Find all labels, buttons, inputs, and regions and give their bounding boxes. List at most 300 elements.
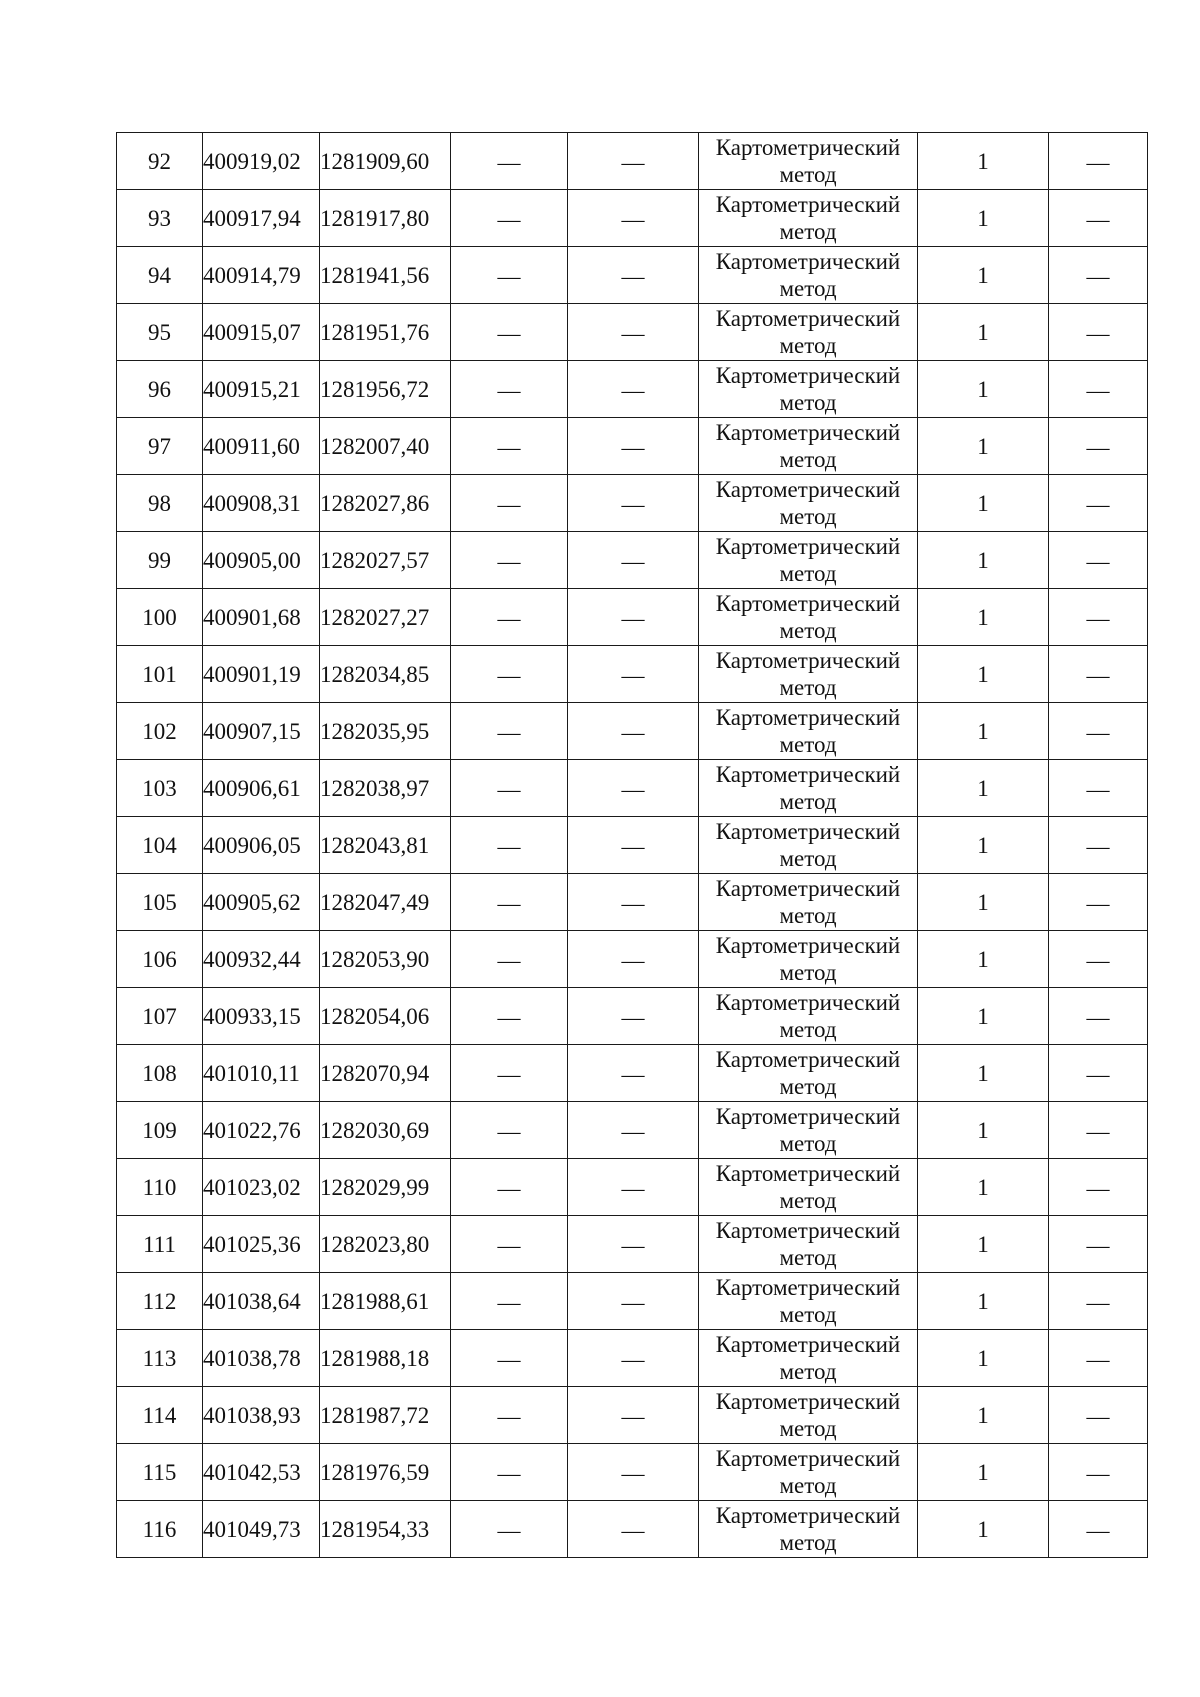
dash-cell-text: — bbox=[497, 434, 521, 460]
x-coordinate-cell: 400901,19 bbox=[203, 646, 320, 703]
dash-cell-text: — bbox=[1086, 605, 1110, 631]
point-number-cell: 99 bbox=[117, 532, 203, 589]
y-coordinate-cell: 1282047,49 bbox=[320, 874, 451, 931]
dash-cell-text: — bbox=[497, 1517, 521, 1543]
dash-cell bbox=[1049, 190, 1148, 247]
method-cell bbox=[699, 532, 918, 589]
y-coordinate-cell: 1282053,90 bbox=[320, 931, 451, 988]
x-coordinate-cell: 400915,07 bbox=[203, 304, 320, 361]
dash-cell-text: — bbox=[497, 1061, 521, 1087]
dash-cell bbox=[1049, 532, 1148, 589]
y-coordinate-cell: 1281976,59 bbox=[320, 1444, 451, 1501]
x-coordinate-cell: 400905,00 bbox=[203, 532, 320, 589]
method-line-2: метод bbox=[779, 1017, 837, 1042]
dash-cell bbox=[451, 247, 568, 304]
dash-cell bbox=[568, 703, 699, 760]
dash-cell-text: — bbox=[1086, 1289, 1110, 1315]
dash-cell bbox=[451, 133, 568, 190]
accuracy-cell: 1 bbox=[918, 418, 1049, 475]
point-number-cell: 103 bbox=[117, 760, 203, 817]
point-number-cell: 97 bbox=[117, 418, 203, 475]
method-line-1: Картометрический bbox=[715, 363, 901, 388]
dash-cell-text: — bbox=[497, 1289, 521, 1315]
x-coordinate-cell: 401023,02 bbox=[203, 1159, 320, 1216]
dash-cell bbox=[1049, 1045, 1148, 1102]
dash-cell bbox=[451, 931, 568, 988]
method-line-2: метод bbox=[779, 1359, 837, 1384]
dash-cell-text: — bbox=[497, 890, 521, 916]
dash-cell-text: — bbox=[497, 1346, 521, 1372]
y-coordinate-cell: 1281954,33 bbox=[320, 1501, 451, 1558]
dash-cell bbox=[451, 1102, 568, 1159]
x-coordinate-cell: 400915,21 bbox=[203, 361, 320, 418]
dash-cell bbox=[568, 1387, 699, 1444]
point-number-cell: 112 bbox=[117, 1273, 203, 1330]
x-coordinate-cell: 400933,15 bbox=[203, 988, 320, 1045]
method-line-2: метод bbox=[779, 390, 837, 415]
x-coordinate-cell: 401038,93 bbox=[203, 1387, 320, 1444]
dash-cell bbox=[568, 1444, 699, 1501]
method-line-1: Картометрический bbox=[715, 306, 901, 331]
dash-cell bbox=[451, 532, 568, 589]
accuracy-cell: 1 bbox=[918, 931, 1049, 988]
method-line-2: метод bbox=[779, 1245, 837, 1270]
accuracy-cell: 1 bbox=[918, 361, 1049, 418]
dash-cell-text: — bbox=[621, 662, 645, 688]
accuracy-cell: 1 bbox=[918, 646, 1049, 703]
dash-cell-text: — bbox=[1086, 947, 1110, 973]
dash-cell bbox=[1049, 931, 1148, 988]
accuracy-cell: 1 bbox=[918, 1216, 1049, 1273]
method-line-2: метод bbox=[779, 219, 837, 244]
x-coordinate-cell: 401038,78 bbox=[203, 1330, 320, 1387]
y-coordinate-cell: 1282027,27 bbox=[320, 589, 451, 646]
dash-cell bbox=[568, 247, 699, 304]
accuracy-cell: 1 bbox=[918, 1444, 1049, 1501]
y-coordinate-cell: 1281987,72 bbox=[320, 1387, 451, 1444]
method-line-2: метод bbox=[779, 162, 837, 187]
dash-cell-text: — bbox=[497, 206, 521, 232]
table-row bbox=[117, 817, 1148, 874]
dash-cell bbox=[451, 1501, 568, 1558]
method-cell bbox=[699, 874, 918, 931]
dash-cell-text: — bbox=[621, 548, 645, 574]
method-line-2: метод bbox=[779, 276, 837, 301]
dash-cell-text: — bbox=[621, 491, 645, 517]
dash-cell-text: — bbox=[621, 1004, 645, 1030]
dash-cell bbox=[1049, 589, 1148, 646]
dash-cell bbox=[568, 475, 699, 532]
dash-cell bbox=[451, 1216, 568, 1273]
x-coordinate-cell: 400914,79 bbox=[203, 247, 320, 304]
method-cell bbox=[699, 988, 918, 1045]
accuracy-cell: 1 bbox=[918, 1501, 1049, 1558]
method-cell bbox=[699, 418, 918, 475]
dash-cell-text: — bbox=[621, 1061, 645, 1087]
dash-cell-text: — bbox=[621, 434, 645, 460]
dash-cell-text: — bbox=[1086, 1061, 1110, 1087]
method-line-1: Картометрический bbox=[715, 249, 901, 274]
coordinates-table bbox=[116, 132, 1148, 1558]
dash-cell bbox=[1049, 418, 1148, 475]
y-coordinate-cell: 1282007,40 bbox=[320, 418, 451, 475]
y-coordinate-cell: 1282054,06 bbox=[320, 988, 451, 1045]
method-cell bbox=[699, 646, 918, 703]
dash-cell-text: — bbox=[1086, 263, 1110, 289]
dash-cell-text: — bbox=[621, 719, 645, 745]
x-coordinate-cell: 400905,62 bbox=[203, 874, 320, 931]
dash-cell-text: — bbox=[497, 719, 521, 745]
method-line-2: метод bbox=[779, 789, 837, 814]
dash-cell bbox=[451, 988, 568, 1045]
dash-cell-text: — bbox=[1086, 1403, 1110, 1429]
y-coordinate-cell: 1281941,56 bbox=[320, 247, 451, 304]
method-cell bbox=[699, 1159, 918, 1216]
dash-cell-text: — bbox=[621, 776, 645, 802]
x-coordinate-cell: 400901,68 bbox=[203, 589, 320, 646]
accuracy-cell: 1 bbox=[918, 817, 1049, 874]
method-line-2: метод bbox=[779, 1302, 837, 1327]
x-coordinate-cell: 400911,60 bbox=[203, 418, 320, 475]
dash-cell bbox=[1049, 1159, 1148, 1216]
dash-cell-text: — bbox=[497, 1118, 521, 1144]
table-row bbox=[117, 1501, 1148, 1558]
point-number-cell: 92 bbox=[117, 133, 203, 190]
table-row bbox=[117, 1330, 1148, 1387]
dash-cell bbox=[568, 1102, 699, 1159]
method-cell bbox=[699, 361, 918, 418]
dash-cell bbox=[451, 874, 568, 931]
y-coordinate-cell: 1281951,76 bbox=[320, 304, 451, 361]
table-row bbox=[117, 874, 1148, 931]
method-cell bbox=[699, 1330, 918, 1387]
x-coordinate-cell: 400917,94 bbox=[203, 190, 320, 247]
method-line-2: метод bbox=[779, 846, 837, 871]
dash-cell-text: — bbox=[621, 1118, 645, 1144]
dash-cell bbox=[568, 1501, 699, 1558]
dash-cell bbox=[451, 1444, 568, 1501]
dash-cell-text: — bbox=[1086, 719, 1110, 745]
method-line-1: Картометрический bbox=[715, 477, 901, 502]
dash-cell-text: — bbox=[1086, 833, 1110, 859]
y-coordinate-cell: 1281956,72 bbox=[320, 361, 451, 418]
dash-cell-text: — bbox=[621, 1232, 645, 1258]
table-row bbox=[117, 190, 1148, 247]
dash-cell bbox=[451, 361, 568, 418]
table-row bbox=[117, 1102, 1148, 1159]
dash-cell bbox=[1049, 1444, 1148, 1501]
accuracy-cell: 1 bbox=[918, 532, 1049, 589]
dash-cell bbox=[568, 817, 699, 874]
dash-cell-text: — bbox=[1086, 1232, 1110, 1258]
point-number-cell: 105 bbox=[117, 874, 203, 931]
y-coordinate-cell: 1281988,61 bbox=[320, 1273, 451, 1330]
accuracy-cell: 1 bbox=[918, 475, 1049, 532]
dash-cell-text: — bbox=[621, 377, 645, 403]
dash-cell-text: — bbox=[497, 1175, 521, 1201]
method-cell bbox=[699, 190, 918, 247]
dash-cell-text: — bbox=[497, 149, 521, 175]
y-coordinate-cell: 1282027,57 bbox=[320, 532, 451, 589]
point-number-cell: 94 bbox=[117, 247, 203, 304]
point-number-cell: 100 bbox=[117, 589, 203, 646]
dash-cell bbox=[1049, 304, 1148, 361]
dash-cell-text: — bbox=[497, 1403, 521, 1429]
dash-cell-text: — bbox=[1086, 1517, 1110, 1543]
dash-cell-text: — bbox=[497, 320, 521, 346]
dash-cell bbox=[451, 190, 568, 247]
dash-cell bbox=[451, 1330, 568, 1387]
accuracy-cell: 1 bbox=[918, 1045, 1049, 1102]
point-number-cell: 107 bbox=[117, 988, 203, 1045]
table-row bbox=[117, 1216, 1148, 1273]
dash-cell-text: — bbox=[497, 1232, 521, 1258]
y-coordinate-cell: 1282023,80 bbox=[320, 1216, 451, 1273]
dash-cell bbox=[451, 760, 568, 817]
dash-cell-text: — bbox=[1086, 890, 1110, 916]
method-cell bbox=[699, 817, 918, 874]
dash-cell-text: — bbox=[1086, 1460, 1110, 1486]
point-number-cell: 111 bbox=[117, 1216, 203, 1273]
y-coordinate-cell: 1282038,97 bbox=[320, 760, 451, 817]
dash-cell bbox=[568, 874, 699, 931]
dash-cell bbox=[1049, 1102, 1148, 1159]
dash-cell-text: — bbox=[1086, 377, 1110, 403]
point-number-cell: 115 bbox=[117, 1444, 203, 1501]
dash-cell bbox=[1049, 133, 1148, 190]
x-coordinate-cell: 401022,76 bbox=[203, 1102, 320, 1159]
dash-cell-text: — bbox=[621, 206, 645, 232]
method-line-2: метод bbox=[779, 1188, 837, 1213]
x-coordinate-cell: 400908,31 bbox=[203, 475, 320, 532]
table-row bbox=[117, 988, 1148, 1045]
point-number-cell: 93 bbox=[117, 190, 203, 247]
point-number-cell: 116 bbox=[117, 1501, 203, 1558]
method-line-2: метод bbox=[779, 1074, 837, 1099]
dash-cell bbox=[1049, 1501, 1148, 1558]
x-coordinate-cell: 400932,44 bbox=[203, 931, 320, 988]
dash-cell bbox=[1049, 874, 1148, 931]
method-cell bbox=[699, 1387, 918, 1444]
dash-cell bbox=[1049, 247, 1148, 304]
dash-cell-text: — bbox=[497, 548, 521, 574]
dash-cell bbox=[568, 532, 699, 589]
dash-cell bbox=[568, 988, 699, 1045]
point-number-cell: 113 bbox=[117, 1330, 203, 1387]
dash-cell bbox=[451, 703, 568, 760]
method-line-2: метод bbox=[779, 1473, 837, 1498]
method-line-1: Картометрический bbox=[715, 1332, 901, 1357]
table-row bbox=[117, 361, 1148, 418]
accuracy-cell: 1 bbox=[918, 589, 1049, 646]
dash-cell-text: — bbox=[621, 263, 645, 289]
dash-cell-text: — bbox=[497, 1460, 521, 1486]
dash-cell-text: — bbox=[1086, 1346, 1110, 1372]
method-line-2: метод bbox=[779, 903, 837, 928]
accuracy-cell: 1 bbox=[918, 1330, 1049, 1387]
method-cell bbox=[699, 1102, 918, 1159]
dash-cell-text: — bbox=[621, 1460, 645, 1486]
method-cell bbox=[699, 931, 918, 988]
dash-cell bbox=[568, 1273, 699, 1330]
x-coordinate-cell: 401025,36 bbox=[203, 1216, 320, 1273]
method-cell bbox=[699, 703, 918, 760]
dash-cell bbox=[451, 418, 568, 475]
table-row bbox=[117, 589, 1148, 646]
dash-cell bbox=[568, 760, 699, 817]
y-coordinate-cell: 1281917,80 bbox=[320, 190, 451, 247]
y-coordinate-cell: 1281909,60 bbox=[320, 133, 451, 190]
point-number-cell: 110 bbox=[117, 1159, 203, 1216]
table-row bbox=[117, 1444, 1148, 1501]
x-coordinate-cell: 400919,02 bbox=[203, 133, 320, 190]
dash-cell-text: — bbox=[1086, 491, 1110, 517]
table-row bbox=[117, 532, 1148, 589]
dash-cell bbox=[568, 133, 699, 190]
dash-cell bbox=[1049, 703, 1148, 760]
dash-cell bbox=[568, 190, 699, 247]
table-row bbox=[117, 475, 1148, 532]
method-line-2: метод bbox=[779, 732, 837, 757]
method-cell bbox=[699, 247, 918, 304]
table-body bbox=[117, 133, 1148, 1558]
method-line-1: Картометрический bbox=[715, 192, 901, 217]
method-line-1: Картометрический bbox=[715, 762, 901, 787]
dash-cell-text: — bbox=[1086, 1118, 1110, 1144]
dash-cell-text: — bbox=[621, 149, 645, 175]
dash-cell-text: — bbox=[621, 1289, 645, 1315]
method-line-1: Картометрический bbox=[715, 876, 901, 901]
point-number-cell: 102 bbox=[117, 703, 203, 760]
dash-cell-text: — bbox=[621, 947, 645, 973]
accuracy-cell: 1 bbox=[918, 1273, 1049, 1330]
dash-cell-text: — bbox=[621, 605, 645, 631]
accuracy-cell: 1 bbox=[918, 247, 1049, 304]
dash-cell bbox=[1049, 1330, 1148, 1387]
table-row bbox=[117, 760, 1148, 817]
y-coordinate-cell: 1282029,99 bbox=[320, 1159, 451, 1216]
table-row bbox=[117, 1273, 1148, 1330]
method-line-1: Картометрический bbox=[715, 1275, 901, 1300]
dash-cell bbox=[451, 1159, 568, 1216]
dash-cell-text: — bbox=[497, 662, 521, 688]
dash-cell-text: — bbox=[497, 947, 521, 973]
y-coordinate-cell: 1282034,85 bbox=[320, 646, 451, 703]
table-row bbox=[117, 247, 1148, 304]
dash-cell bbox=[1049, 1273, 1148, 1330]
method-cell bbox=[699, 1045, 918, 1102]
dash-cell bbox=[568, 589, 699, 646]
dash-cell bbox=[1049, 988, 1148, 1045]
point-number-cell: 114 bbox=[117, 1387, 203, 1444]
dash-cell-text: — bbox=[497, 491, 521, 517]
accuracy-cell: 1 bbox=[918, 703, 1049, 760]
method-cell bbox=[699, 133, 918, 190]
dash-cell-text: — bbox=[1086, 1004, 1110, 1030]
dash-cell-text: — bbox=[1086, 776, 1110, 802]
table-row bbox=[117, 646, 1148, 703]
accuracy-cell: 1 bbox=[918, 133, 1049, 190]
dash-cell bbox=[568, 418, 699, 475]
table-row bbox=[117, 1045, 1148, 1102]
dash-cell bbox=[451, 304, 568, 361]
dash-cell bbox=[568, 1330, 699, 1387]
method-line-1: Картометрический bbox=[715, 1047, 901, 1072]
dash-cell bbox=[568, 361, 699, 418]
dash-cell bbox=[1049, 817, 1148, 874]
dash-cell-text: — bbox=[497, 776, 521, 802]
method-line-1: Картометрический bbox=[715, 1446, 901, 1471]
point-number-cell: 95 bbox=[117, 304, 203, 361]
dash-cell bbox=[568, 1045, 699, 1102]
point-number-cell: 108 bbox=[117, 1045, 203, 1102]
x-coordinate-cell: 401042,53 bbox=[203, 1444, 320, 1501]
dash-cell-text: — bbox=[621, 1175, 645, 1201]
point-number-cell: 96 bbox=[117, 361, 203, 418]
dash-cell bbox=[1049, 760, 1148, 817]
x-coordinate-cell: 400906,05 bbox=[203, 817, 320, 874]
method-line-1: Картометрический bbox=[715, 1104, 901, 1129]
method-cell bbox=[699, 589, 918, 646]
dash-cell bbox=[451, 1045, 568, 1102]
method-cell bbox=[699, 1444, 918, 1501]
method-line-1: Картометрический bbox=[715, 1218, 901, 1243]
dash-cell bbox=[1049, 361, 1148, 418]
dash-cell bbox=[451, 1273, 568, 1330]
method-line-2: метод bbox=[779, 333, 837, 358]
method-line-1: Картометрический bbox=[715, 591, 901, 616]
dash-cell-text: — bbox=[621, 1403, 645, 1429]
dash-cell-text: — bbox=[621, 890, 645, 916]
accuracy-cell: 1 bbox=[918, 304, 1049, 361]
method-line-2: метод bbox=[779, 504, 837, 529]
y-coordinate-cell: 1282070,94 bbox=[320, 1045, 451, 1102]
accuracy-cell: 1 bbox=[918, 760, 1049, 817]
method-line-1: Картометрический bbox=[715, 1389, 901, 1414]
dash-cell-text: — bbox=[621, 833, 645, 859]
x-coordinate-cell: 401038,64 bbox=[203, 1273, 320, 1330]
method-line-1: Картометрический bbox=[715, 933, 901, 958]
method-line-2: метод bbox=[779, 561, 837, 586]
dash-cell-text: — bbox=[497, 605, 521, 631]
accuracy-cell: 1 bbox=[918, 190, 1049, 247]
dash-cell-text: — bbox=[497, 377, 521, 403]
dash-cell-text: — bbox=[621, 1346, 645, 1372]
method-line-2: метод bbox=[779, 1530, 837, 1555]
method-cell bbox=[699, 760, 918, 817]
dash-cell bbox=[451, 589, 568, 646]
table-row bbox=[117, 418, 1148, 475]
point-number-cell: 109 bbox=[117, 1102, 203, 1159]
dash-cell-text: — bbox=[1086, 1175, 1110, 1201]
y-coordinate-cell: 1282030,69 bbox=[320, 1102, 451, 1159]
point-number-cell: 104 bbox=[117, 817, 203, 874]
accuracy-cell: 1 bbox=[918, 1159, 1049, 1216]
y-coordinate-cell: 1282027,86 bbox=[320, 475, 451, 532]
y-coordinate-cell: 1282043,81 bbox=[320, 817, 451, 874]
method-line-2: метод bbox=[779, 618, 837, 643]
method-cell bbox=[699, 304, 918, 361]
dash-cell bbox=[451, 475, 568, 532]
accuracy-cell: 1 bbox=[918, 874, 1049, 931]
dash-cell bbox=[1049, 475, 1148, 532]
dash-cell-text: — bbox=[497, 263, 521, 289]
method-line-2: метод bbox=[779, 1416, 837, 1441]
dash-cell bbox=[1049, 1387, 1148, 1444]
method-line-2: метод bbox=[779, 675, 837, 700]
dash-cell bbox=[1049, 1216, 1148, 1273]
dash-cell bbox=[568, 1159, 699, 1216]
